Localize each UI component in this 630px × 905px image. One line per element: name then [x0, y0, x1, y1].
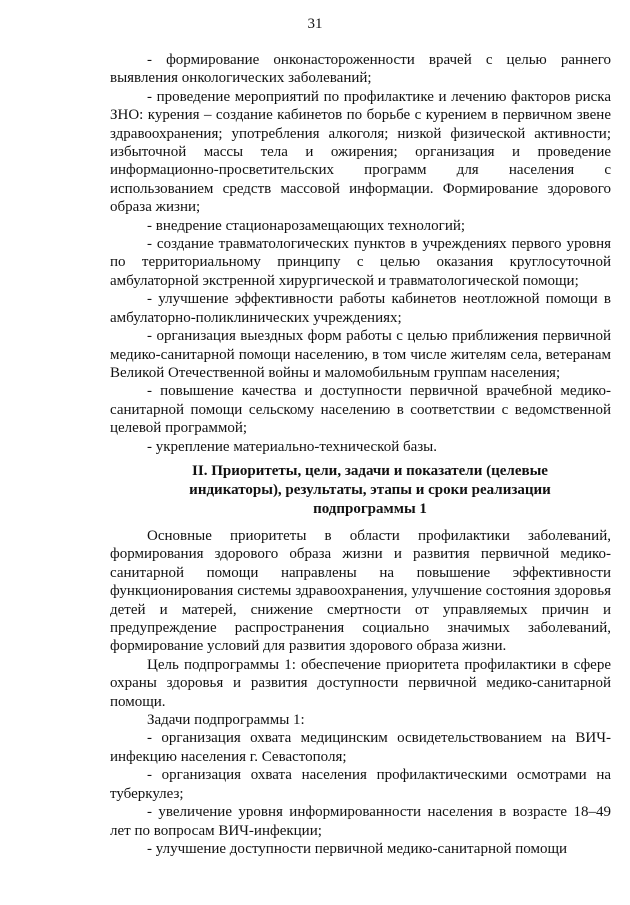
list-item: - формирование онконастороженности врачей с целью раннего выявления онкологических заболеваний; [110, 52, 611, 87]
priorities-section [110, 527, 611, 858]
goal-paragraph: Цель подпрограммы 1: обеспечение приоритета профилактики в сфере охраны здоровья и развития доступности первичной медико-санитарной помощи. [110, 656, 611, 710]
list-item: - укрепление материально-технической базы. [147, 438, 438, 455]
heading-line: подпрограммы 1 [313, 501, 427, 517]
list-item: - повышение качества и доступности первичной врачебной медико-санитарной помощи сельскому населению в соответствии с ведомственной целевой программой; [110, 383, 611, 437]
tasks-heading: Задачи подпрограммы 1: [147, 712, 305, 729]
list-item: - создание травматологических пунктов в учреждениях первого уровня по территориальному принципу с целью оказания круглосуточной амбулаторной экстренной хирургической и травматологической помощи; [110, 236, 611, 289]
list-item: - внедрение стационарозамещающих технологий; [147, 217, 466, 234]
list-item: - организация выездных форм работы с целью приближения первичной медико-санитарной помощи населению, в том числе жителям села, ветеранам Великой Отечественной войны и маломобильным группам населения; [110, 328, 611, 381]
list-item: - проведение мероприятий по профилактике и лечению факторов риска ЗНО: курения – создание кабинетов по борьбе с курением в первичном звене здравоохранения; употребления алкоголя; низкой физической активности; избыточной массы тела и ожирения; организация и проведение информационно-просветительских программ для населения с использованием средств массовой информации. Формирование здорового образа жизни; [110, 88, 611, 216]
task-item: - организация охвата населения профилактическими осмотрами на туберкулез; [110, 767, 611, 802]
task-item: - организация охвата медицинским освидетельствованием на ВИЧ-инфекцию населения г. Севастополя; [110, 730, 611, 765]
section-heading [150, 462, 590, 519]
priorities-paragraph: Основные приоритеты в области профилактики заболеваний, формирования здорового образа жизни и развития первичной медико-санитарной помощи направлены на повышение эффективности функционирования системы здравоохранения, улучшение состояния здоровья детей и матерей, снижение смертности от управляемых причин и предупреждение распространения социально значимых заболеваний, формирование условий для развития здорового образа жизни. [110, 528, 611, 655]
page-number: 31 [307, 16, 323, 32]
task-item: - улучшение доступности первичной медико-санитарной помощи [147, 840, 568, 857]
heading-line: II. Приоритеты, цели, задачи и показатели (целевые [192, 463, 548, 479]
measures-list [110, 51, 611, 456]
heading-line: индикаторы), результаты, этапы и сроки реализации [189, 482, 551, 498]
list-item: - улучшение эффективности работы кабинетов неотложной помощи в амбулаторно-поликлинических учреждениях; [110, 291, 611, 326]
task-item: - увеличение уровня информированности населения в возрасте 18–49 лет по вопросам ВИЧ-инфекции; [110, 804, 611, 839]
